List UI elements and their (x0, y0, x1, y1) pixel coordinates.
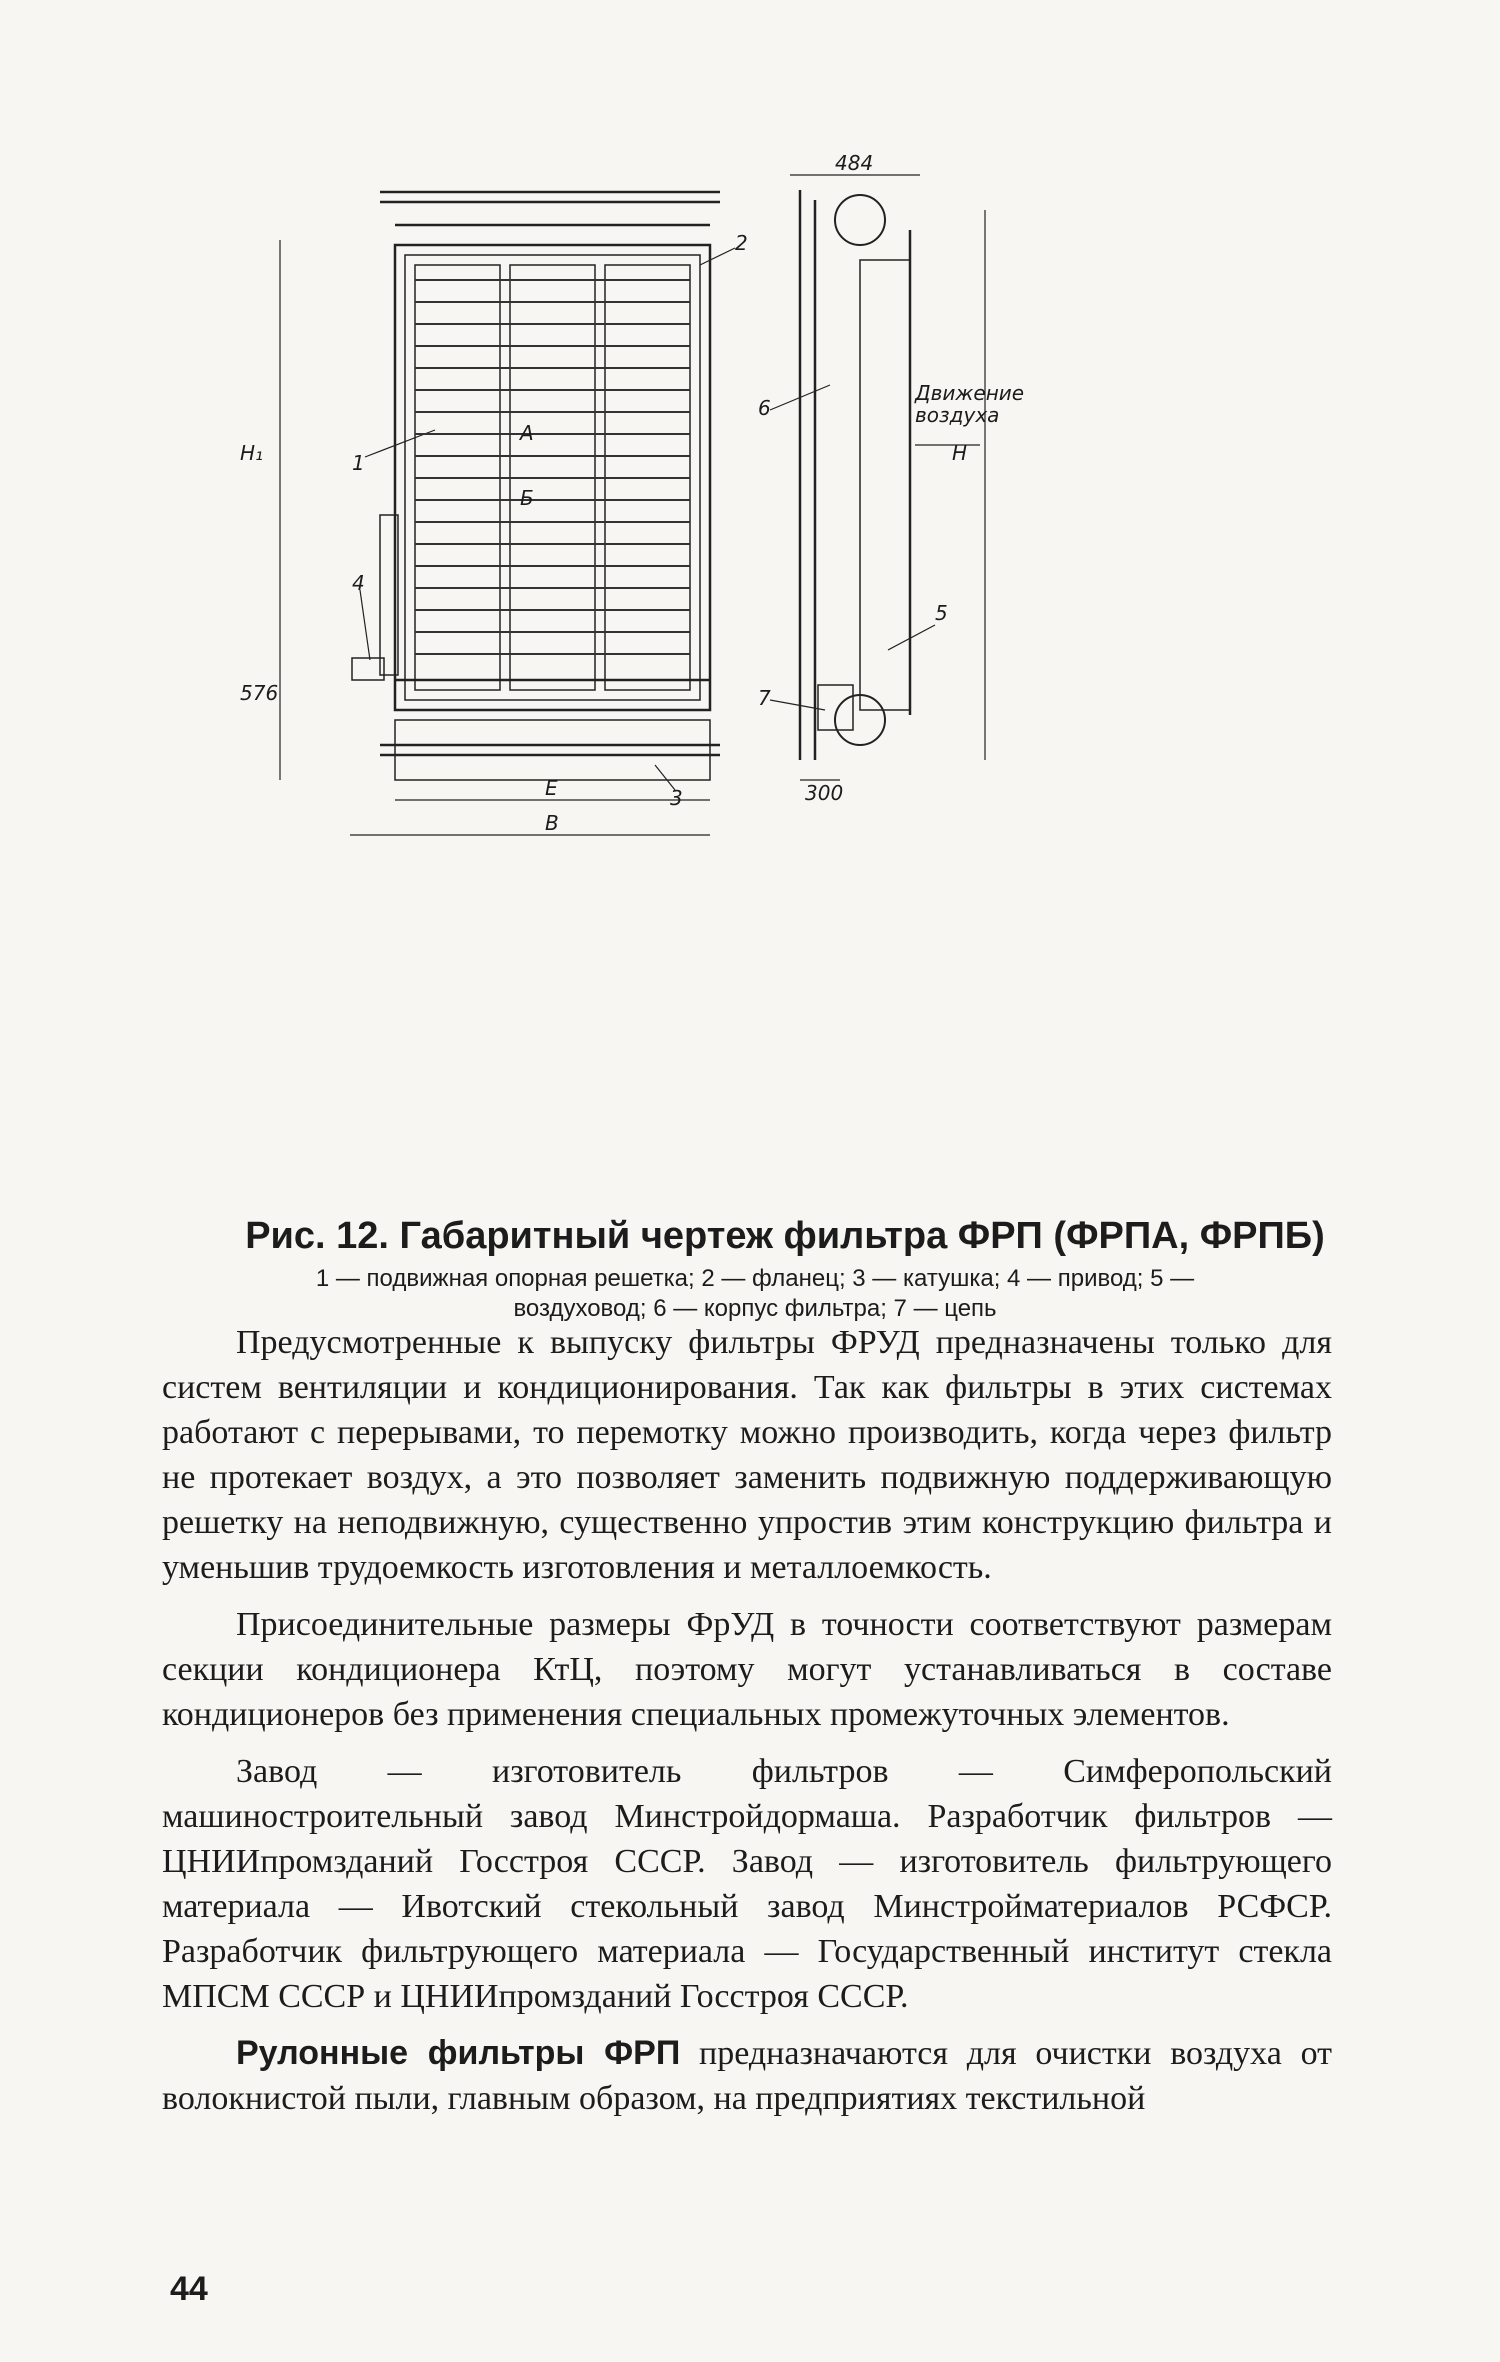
paragraph-2: Присоединительные размеры ФрУД в точности соответствуют размерам секции кондиционера КтЦ, поэтому могут устанавливаться в составе кондиционеров без применения специальных промежуточных элементов. (162, 1606, 1332, 1733)
label-B: В (545, 811, 559, 835)
drawing-svg (240, 151, 1300, 1180)
label-A: А (520, 421, 534, 445)
airflow-label-2: воздуха (915, 403, 1000, 427)
callout-2: 2 (735, 231, 748, 255)
callout-6: 6 (758, 396, 771, 420)
page-number: 44 (170, 2270, 208, 2308)
paragraph-4-lead: Рулонные фильтры ФРП (236, 2034, 681, 2072)
label-H1: Н₁ (240, 441, 264, 465)
callout-7: 7 (758, 686, 771, 710)
callout-1: 1 (352, 451, 365, 475)
callout-3: 3 (670, 786, 683, 810)
label-300: 300 (805, 781, 844, 805)
label-484: 484 (835, 151, 874, 175)
label-H: Н (952, 441, 968, 465)
filter-drawing (240, 151, 1300, 1180)
paragraph-3: Завод — изготовитель фильтров — Симферопольский машиностроительный завод Минстройдормаша. Разработчик фильтров — ЦНИИпромзданий Госстроя СССР. Завод — изготовитель фильтрующего материала — Ивотский стекольный завод Минстройматериалов РСФСР. Разработчик фильтрующего материала — Государственный институт стекла МПСМ СССР и ЦНИИпромзданий Госстроя СССР. (162, 1753, 1332, 2015)
paragraph-4-text: предназначаются для очистки воздуха от волокнистой пыли, главным образом, на предприятиях текстильной (162, 2035, 1332, 2117)
body-text (162, 1320, 1332, 2133)
callout-5: 5 (935, 601, 948, 625)
label-B-inner: Б (520, 486, 534, 510)
callout-4: 4 (352, 571, 365, 595)
figure-caption (180, 1215, 1330, 1324)
caption-title: Рис. 12. Габаритный чертеж фильтра ФРП (ФРПА, ФРПБ) (245, 1215, 1325, 1257)
paragraph-1: Предусмотренные к выпуску фильтры ФРУД предназначены только для систем вентиляции и кондиционирования. Так как фильтры в этих системах работают с перерывами, то перемотку можно производить, когда через фильтр не протекает воздух, а это позволяет заменить подвижную поддерживающую решетку на неподвижную, существенно упростив этим конструкцию фильтра и уменьшив трудоемкость изготовления и металлоемкость. (162, 1324, 1332, 1586)
label-576: 576 (240, 681, 279, 705)
airflow-label-1: Движение (915, 381, 1025, 405)
caption-legend-line1: 1 — подвижная опорная решетка; 2 — фланец; 3 — катушка; 4 — привод; 5 — (315, 1265, 1195, 1292)
paragraph-4 (162, 2031, 1332, 2121)
label-E: Е (545, 776, 558, 800)
caption-legend-line2: воздуховод; 6 — корпус фильтра; 7 — цепь (513, 1295, 997, 1322)
